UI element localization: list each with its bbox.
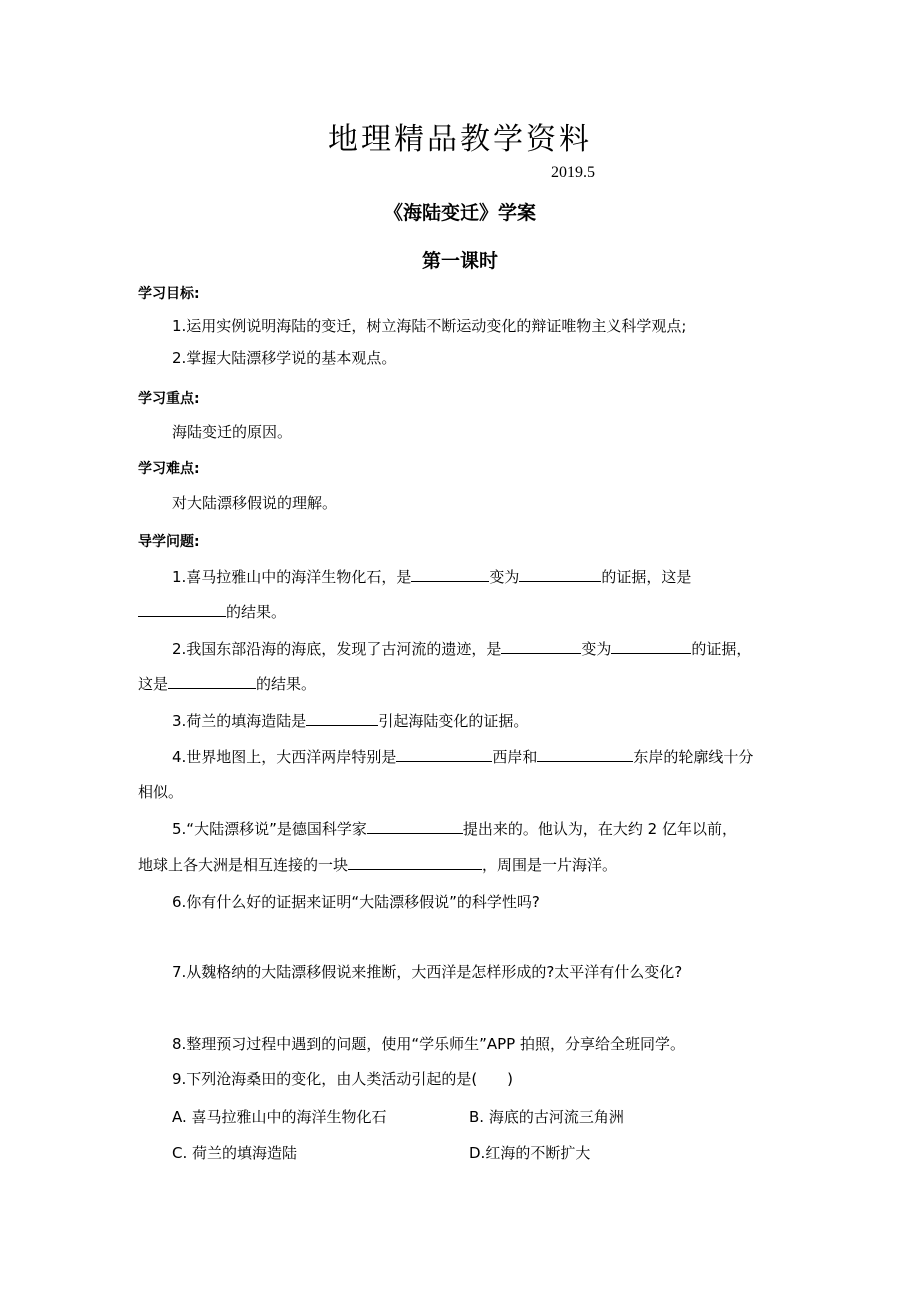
difficulty-text: 对大陆漂移假说的理解。 [172,494,338,512]
objective-item-1: 1.运用实例说明海陆的变迁，树立海陆不断运动变化的辩证唯物主义科学观点; [172,317,687,335]
difficulty-heading: 学习难点: [138,461,200,477]
key-point-text: 海陆变迁的原因。 [172,423,293,441]
key-point-heading: 学习重点: [138,391,200,407]
question-6: 6.你有什么好的证据来证明“大陆漂移假说”的科学性吗? [172,893,540,911]
lesson-title: 第一课时 [421,250,498,272]
answer-blank[interactable] [537,746,633,762]
answer-blank[interactable] [501,638,581,654]
answer-blank[interactable] [611,638,691,654]
question-4-line-2: 相似。 [138,783,184,801]
answer-blank[interactable] [411,566,489,582]
answer-blank[interactable] [396,746,492,762]
question-5-line-1: 5.“大陆漂移说”是德国科学家 提出来的。他认为，在大约 2 亿年以前， [172,820,737,838]
question-2-line-2: 这是 的结果。 [138,675,317,693]
question-8: 8.整理预习过程中遇到的问题，使用“学乐师生”APP 拍照，分享给全班同学。 [172,1035,685,1053]
question-3: 3.荷兰的填海造陆是 引起海陆变化的证据。 [172,712,529,730]
date-label: 2019.5 [551,164,595,181]
main-title: 地理精品教学资料 [328,122,592,157]
document-title: 《海陆变迁》学案 [383,202,536,224]
answer-blank[interactable] [138,601,226,617]
option-c[interactable]: C. 荷兰的填海造陆 [172,1144,298,1162]
question-4-line-1: 4.世界地图上，大西洋两岸特别是 西岸和 东岸的轮廓线十分 [172,748,754,766]
option-a[interactable]: A. 喜马拉雅山中的海洋生物化石 [172,1108,387,1126]
answer-blank[interactable] [168,673,256,689]
answer-blank[interactable] [306,710,378,726]
question-1-line-1: 1.喜马拉雅山中的海洋生物化石，是 变为 的证据，这是 [172,568,692,586]
question-1-line-2: 的结果。 [138,601,286,622]
answer-blank[interactable] [519,566,601,582]
question-7: 7.从魏格纳的大陆漂移假说来推断，大西洋是怎样形成的?太平洋有什么变化? [172,963,683,981]
option-b[interactable]: B. 海底的古河流三角洲 [469,1108,624,1126]
answer-blank[interactable] [367,818,463,834]
objective-item-2: 2.掌握大陆漂移学说的基本观点。 [172,349,397,367]
guide-heading: 导学问题: [138,534,200,550]
question-9-stem: 9.下列沧海桑田的变化，由人类活动引起的是( ) [172,1070,514,1088]
objectives-heading: 学习目标: [138,286,200,302]
option-d[interactable]: D.红海的不断扩大 [469,1144,591,1162]
answer-blank[interactable] [348,854,482,870]
question-2-line-1: 2.我国东部沿海的海底，发现了古河流的遗迹，是 变为 的证据， [172,640,752,658]
question-5-line-2: 地球上各大洲是相互连接的一块 ，周围是一片海洋。 [138,856,618,874]
